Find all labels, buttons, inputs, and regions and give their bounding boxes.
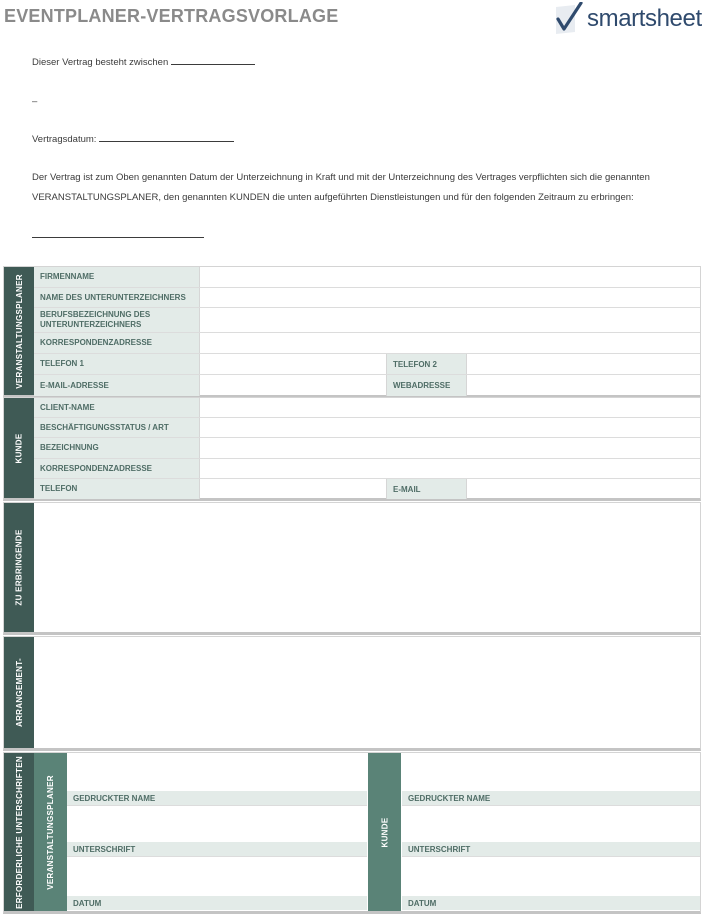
client-signature-line[interactable] [402, 856, 700, 857]
web-label: WEBADRESSE [386, 375, 467, 396]
client-date-label: DATUM [402, 896, 700, 910]
client-printed-name-label: GEDRUCKTER NAME [402, 791, 700, 805]
contract-body-text: Der Vertrag ist zum Oben genannten Datum der Unterzeichnung in Kraft und mit der Unterzeichnung des Vertrages verpflichten sich die genannten VERANSTALTUNGSPLANER, den genannten KUNDEN die unten aufgeführten Dienstleistungen und für den folgenden Zeitraum zu erbringen: [32, 172, 650, 203]
signatures-heading: ERFORDERLICHE UNTERSCHRIFTEN [14, 755, 24, 909]
signer-title-label: BERUFSBEZEICHNUNG DES UNTERUNTERZEICHNERS [34, 308, 200, 332]
client-phone-label: TELEFON [34, 479, 200, 499]
table-row [34, 375, 700, 396]
client-name-label: CLIENT-NAME [34, 398, 200, 417]
contract-date-line [32, 133, 234, 145]
signatures-sidebar [4, 753, 34, 911]
planner-signature-line[interactable] [67, 856, 367, 857]
table-row [34, 438, 700, 459]
client-heading: KUNDE [14, 433, 24, 463]
arrangement-section [3, 636, 701, 751]
table-row [34, 354, 700, 375]
contract-parties-line [32, 56, 255, 68]
contract-date-blank[interactable] [99, 133, 234, 142]
client-email-label: E-MAIL [386, 479, 467, 499]
table-row [34, 288, 700, 308]
dash-separator: – [32, 96, 38, 107]
planner-sidebar [4, 267, 34, 395]
client-title-label: BEZEICHNUNG [34, 438, 200, 458]
parties-blank[interactable] [171, 56, 255, 65]
client-sidebar [4, 398, 34, 498]
arrangement-sidebar [4, 637, 34, 748]
table-row [34, 267, 700, 288]
planner-printed-name-label: GEDRUCKTER NAME [67, 791, 367, 805]
smartsheet-logo [553, 2, 709, 36]
planner-heading: VERANSTALTUNGSPLANER [14, 273, 24, 389]
client-section [3, 397, 701, 501]
services-section [3, 502, 701, 635]
page-title: EVENTPLANER-VERTRAGSVORLAGE [4, 6, 339, 26]
planner-signature-label: UNTERSCHRIFT [67, 842, 367, 856]
company-label: FIRMENNAME [34, 267, 200, 287]
planner-address-label: KORRESPONDENZADRESSE [34, 333, 200, 353]
planner-signature-heading: VERANSTALTUNGSPLANER [46, 774, 55, 890]
client-signature-label: UNTERSCHRIFT [402, 842, 700, 856]
employment-status-label: BESCHÄFTIGUNGSSTATUS / ART [34, 418, 200, 437]
services-heading: ZU ERBRINGENDE [14, 529, 24, 606]
arrangement-heading: ARRANGEMENT- [14, 658, 24, 727]
planner-date-label: DATUM [67, 896, 367, 910]
services-sidebar [4, 503, 34, 632]
table-row [34, 418, 700, 438]
signatures-section [3, 752, 701, 914]
planner-signature-sidebar [34, 753, 67, 911]
contract-date-label: Vertragsdatum: [32, 134, 97, 145]
phone1-label: TELEFON 1 [34, 354, 200, 374]
logo-text: smartsheet [587, 5, 702, 32]
client-signature-heading: KUNDE [379, 817, 389, 847]
planner-section [3, 266, 701, 398]
table-row [34, 398, 700, 418]
arrangement-input-area[interactable] [34, 637, 700, 748]
client-printed-name-line[interactable] [402, 805, 700, 806]
table-row [34, 459, 700, 479]
services-input-area[interactable] [34, 503, 700, 632]
client-signature-sidebar [368, 753, 401, 911]
planner-printed-name-line[interactable] [67, 805, 367, 806]
signer-name-label: NAME DES UNTERUNTERZEICHNERS [34, 288, 200, 307]
checkmark-logo-icon [553, 2, 585, 36]
phone2-label: TELEFON 2 [386, 354, 467, 374]
email-label: E-MAIL-ADRESSE [34, 375, 200, 396]
client-address-label: KORRESPONDENZADRESSE [34, 459, 200, 478]
table-row [34, 333, 700, 354]
contract-between-label: Dieser Vertrag besteht zwischen [32, 57, 169, 68]
table-row [34, 479, 700, 499]
period-blank[interactable] [32, 237, 204, 238]
table-row [34, 308, 700, 333]
